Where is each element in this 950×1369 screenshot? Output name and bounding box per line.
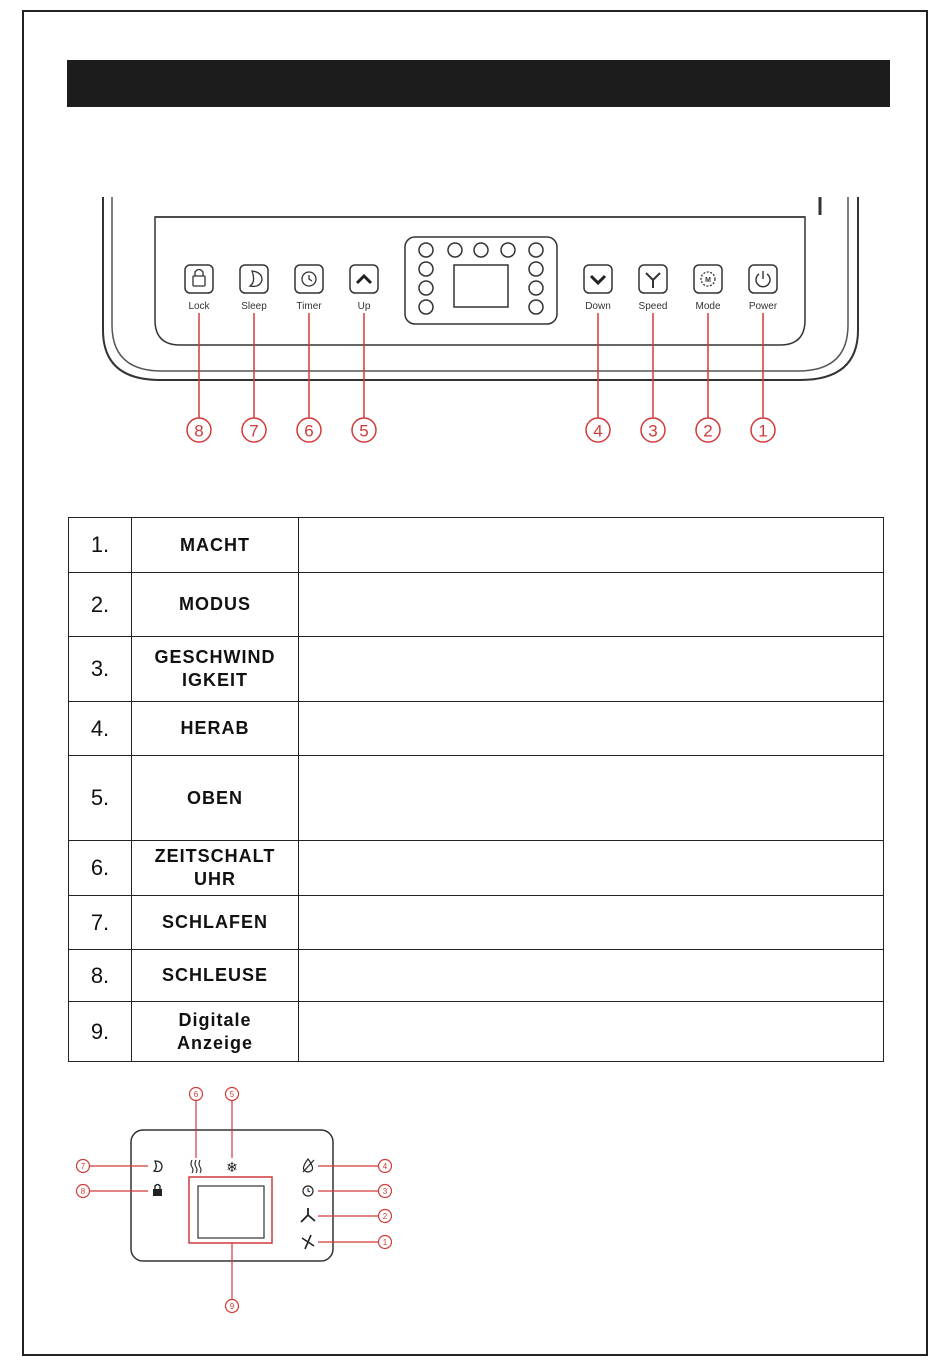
svg-text:6: 6 xyxy=(304,421,314,441)
sleep-label: Sleep xyxy=(241,301,267,312)
row-function-name: HERAB xyxy=(132,702,299,756)
row-function-name xyxy=(132,841,299,896)
table-row xyxy=(69,841,884,896)
timer-button[interactable] xyxy=(295,265,323,312)
row-function-name xyxy=(132,1002,299,1062)
callout-2 xyxy=(696,418,720,442)
svg-text:1: 1 xyxy=(382,1238,388,1247)
display-callout-9 xyxy=(226,1300,239,1313)
display-callout-5 xyxy=(226,1088,239,1101)
up-label: Up xyxy=(357,301,371,312)
function-table xyxy=(68,517,884,1062)
svg-text:8: 8 xyxy=(194,421,204,441)
sleep-button[interactable] xyxy=(240,265,268,312)
svg-text:3: 3 xyxy=(382,1187,388,1196)
table-row xyxy=(69,756,884,841)
display-callout-4 xyxy=(379,1160,392,1173)
name-line: IGKEIT xyxy=(181,670,248,690)
row-description xyxy=(299,1002,884,1062)
row-number: 9. xyxy=(69,1002,132,1062)
row-description xyxy=(299,950,884,1002)
svg-text:1: 1 xyxy=(758,421,768,441)
lock-label: Lock xyxy=(188,301,210,312)
name-line: Digitale xyxy=(178,1009,252,1030)
display-callout-3 xyxy=(379,1185,392,1198)
down-label: Down xyxy=(585,301,611,312)
power-label: Power xyxy=(748,301,778,312)
row-description xyxy=(299,518,884,573)
svg-text:2: 2 xyxy=(382,1212,388,1221)
display-diagram xyxy=(0,1075,950,1325)
display-callout-2 xyxy=(379,1210,392,1223)
table-row xyxy=(69,950,884,1002)
svg-text:4: 4 xyxy=(593,421,603,441)
speed-label: Speed xyxy=(638,301,668,312)
row-function-name xyxy=(132,637,299,702)
display-callout-6 xyxy=(190,1088,203,1101)
callout-5 xyxy=(352,418,376,442)
name-line: GESCHWIND xyxy=(154,647,276,667)
callout-7 xyxy=(242,418,266,442)
row-description xyxy=(299,756,884,841)
table-row xyxy=(69,1002,884,1062)
timer-label: Timer xyxy=(296,301,322,312)
row-function-name: SCHLEUSE xyxy=(132,950,299,1002)
callout-8 xyxy=(187,418,211,442)
callout-3 xyxy=(641,418,665,442)
row-function-name: SCHLAFEN xyxy=(132,896,299,950)
row-number: 2. xyxy=(69,573,132,637)
row-number: 8. xyxy=(69,950,132,1002)
display-callout-1 xyxy=(379,1236,392,1249)
row-function-name: MODUS xyxy=(132,573,299,637)
lock-button[interactable] xyxy=(185,265,213,312)
svg-text:5: 5 xyxy=(359,421,369,441)
table-row xyxy=(69,896,884,950)
svg-text:5: 5 xyxy=(229,1090,235,1099)
display-callout-7 xyxy=(77,1160,90,1173)
mode-button[interactable] xyxy=(694,265,722,312)
display-callout-8 xyxy=(77,1185,90,1198)
mode-label: Mode xyxy=(695,301,721,312)
control-panel-diagram xyxy=(0,0,950,520)
callout-6 xyxy=(297,418,321,442)
panel-display-cluster xyxy=(405,237,557,324)
row-number: 3. xyxy=(69,637,132,702)
row-description xyxy=(299,896,884,950)
svg-text:8: 8 xyxy=(80,1187,86,1196)
table-row xyxy=(69,573,884,637)
up-button[interactable] xyxy=(350,265,378,312)
row-function-name: MACHT xyxy=(132,518,299,573)
row-description xyxy=(299,841,884,896)
row-description xyxy=(299,702,884,756)
svg-text:7: 7 xyxy=(80,1162,86,1171)
table-row xyxy=(69,518,884,573)
svg-text:4: 4 xyxy=(382,1162,388,1171)
speed-button[interactable] xyxy=(639,265,668,312)
svg-text:6: 6 xyxy=(193,1090,199,1099)
name-line: UHR xyxy=(194,869,236,889)
table-row xyxy=(69,637,884,702)
row-number: 5. xyxy=(69,756,132,841)
row-function-name: OBEN xyxy=(132,756,299,841)
row-number: 7. xyxy=(69,896,132,950)
snowflake-icon: ❄ xyxy=(226,1160,238,1176)
svg-text:3: 3 xyxy=(648,421,658,441)
row-number: 6. xyxy=(69,841,132,896)
callout-4 xyxy=(586,418,610,442)
callout-1 xyxy=(751,418,775,442)
name-line: Anzeige xyxy=(176,1032,253,1053)
svg-text:7: 7 xyxy=(249,421,259,441)
svg-text:9: 9 xyxy=(229,1302,235,1311)
name-line: ZEITSCHALT xyxy=(154,846,276,866)
row-number: 1. xyxy=(69,518,132,573)
table-row xyxy=(69,702,884,756)
power-button[interactable] xyxy=(749,265,778,312)
down-button[interactable] xyxy=(584,265,612,312)
row-description xyxy=(299,573,884,637)
row-number: 4. xyxy=(69,702,132,756)
svg-text:2: 2 xyxy=(703,421,713,441)
row-description xyxy=(299,637,884,702)
svg-text:M: M xyxy=(705,277,711,284)
